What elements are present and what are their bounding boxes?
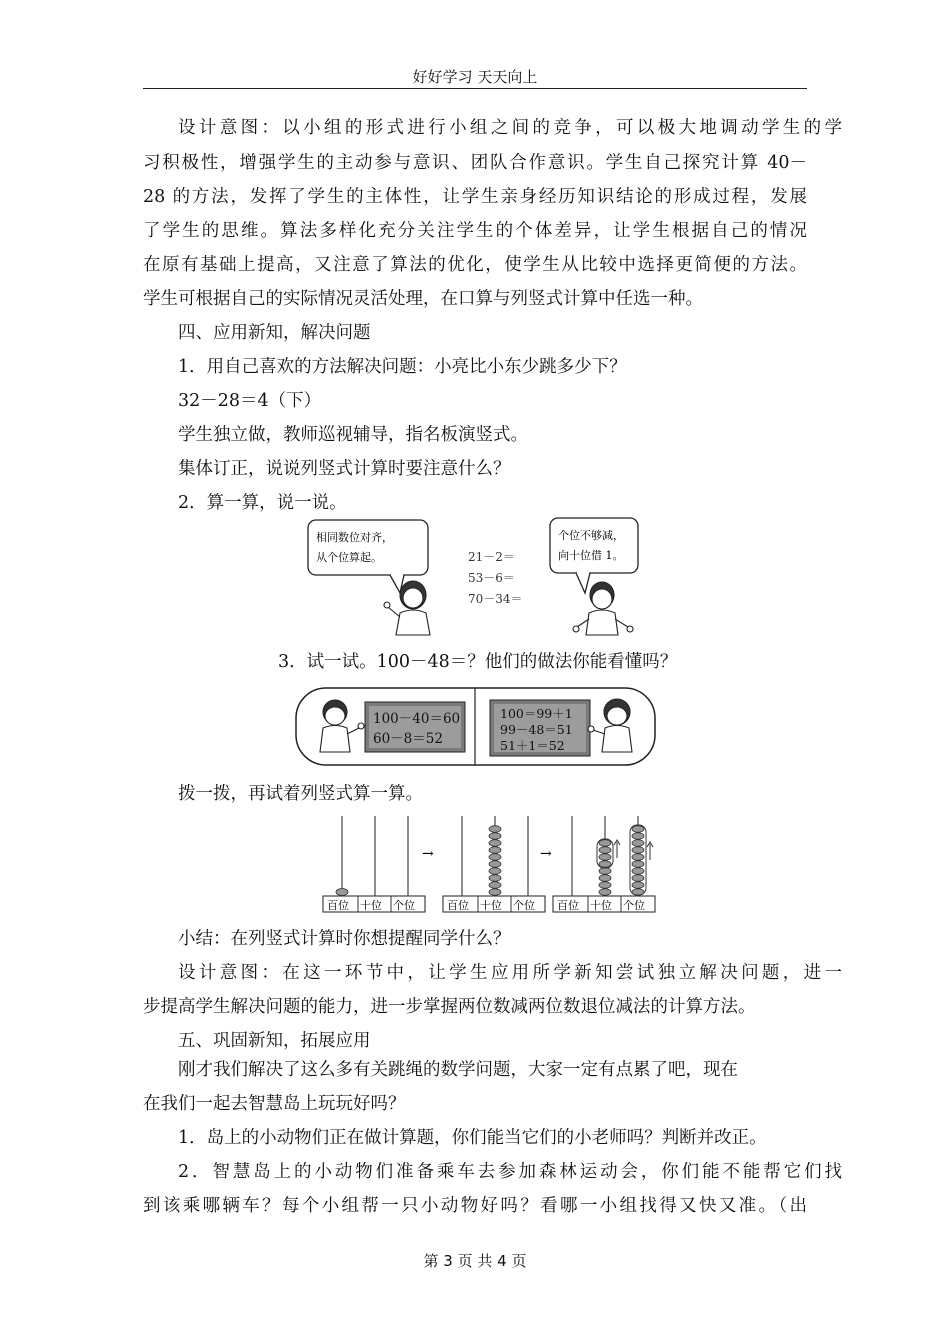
paragraph-line: 集体订正，说说列竖式计算时要注意什么？ [178,459,511,479]
section-5-heading: 五、巩固新知，拓展应用 [178,1031,371,1051]
question-1: 1．用自己喜欢的方法解决问题：小亮比小东少跳多少下？ [178,357,627,377]
equation-2: 53－6＝ [468,571,515,585]
abacus-3 [553,816,655,912]
bubble-left-line1: 相同数位对齐， [316,531,393,544]
board-right-line3: 51＋1＝52 [500,738,565,753]
design-intent-paragraph-2: 设计意图：在这一环节中，让学生应用所学新知尝试独立解决问题，进一 [178,963,842,983]
summary-line: 小结：在列竖式计算时你想提醒同学什么？ [178,929,511,949]
bubble-right-line1: 个位不够减， [558,529,624,542]
tens-beads [489,826,501,896]
section-4-heading: 四、应用新知，解决问题 [178,323,371,343]
figure-abacus-sequence [320,812,660,916]
bubble-left-line2: 从个位算起。 [316,551,382,564]
paragraph-line: 习积极性，增强学生的主动参与意识、团队合作意识。学生自己探究计算 40－ [143,153,807,173]
instruction-abacus: 拨一拨，再试着列竖式算一算。 [178,784,423,804]
board-right-line2: 99－48＝51 [500,722,573,737]
label-ones: 个位 [393,899,415,912]
header-divider [143,88,807,89]
paragraph-line: 学生独立做，教师巡视辅导，指名板演竖式。 [178,425,528,445]
paragraph-line: 步提高学生解决问题的能力，进一步掌握两位数减两位数退位减法的计算方法。 [143,997,756,1017]
board-right [490,700,590,756]
label-tens: 十位 [360,899,382,912]
equation-1: 21－2＝ [468,550,515,564]
label-ones: 个位 [513,899,535,912]
equation-list [468,550,523,606]
section-5-question-2: 2．智慧岛上的小动物们准备乘车去参加森林运动会，你们能不能帮它们找 [178,1162,842,1182]
label-hundreds: 百位 [327,899,349,912]
ones-beads [632,826,644,896]
figure-calc-illustration [300,515,660,640]
paragraph-line: 28 的方法，发挥了学生的主体性，让学生亲身经历知识结论的形成过程，发展 [143,187,807,207]
arrow-2: → [540,846,552,862]
board-right-line1: 100＝99＋1 [500,706,573,721]
arrow-1: → [422,846,434,862]
paragraph-line: 到该乘哪辆车？每个小组帮一只小动物好吗？看哪一小组找得又快又准。（出 [143,1196,807,1216]
design-intent-paragraph-1: 设计意图：以小组的形式进行小组之间的竞争，可以极大地调动学生的学 [178,118,842,138]
label-ones: 个位 [623,899,645,912]
section-5-question-1: 1．岛上的小动物们正在做计算题，你们能当它们的小老师吗？判断并改正。 [178,1128,767,1148]
question-3: 3．试一试。100－48＝？他们的做法你能看懂吗？ [278,652,678,672]
label-tens: 十位 [590,899,612,912]
board-left-line1: 100－40＝60 [373,711,461,727]
girl-figure-left [384,581,430,635]
abacus-1 [323,816,425,912]
page-header: 好好学习 天天向上 [412,68,538,86]
paragraph-line: 了学生的思维。算法多样化充分关注学生的个体差异，让学生根据自己的情况 [143,221,807,241]
boy-figure-right [573,582,633,635]
board-left [365,702,465,752]
equation-3: 70－34＝ [468,592,523,606]
page-number: 第 3 页 共 4 页 [423,1252,527,1270]
paragraph-line: 在我们一起去智慧岛上玩玩好吗？ [143,1094,406,1114]
paragraph-line: 学生可根据自己的实际情况灵活处理，在口算与列竖式计算中任选一种。 [143,289,703,309]
board-left-line2: 60－8＝52 [373,731,443,747]
figure-methods-illustration [295,686,657,768]
question-2: 2．算一算，说一说。 [178,493,347,513]
label-hundreds: 百位 [447,899,469,912]
paragraph-line: 刚才我们解决了这么多有关跳绳的数学问题，大家一定有点累了吧，现在 [178,1060,738,1080]
label-hundreds: 百位 [557,899,579,912]
bubble-right-line2: 向十位借 1。 [558,549,624,562]
label-tens: 十位 [480,899,502,912]
abacus-2 [443,816,545,912]
equation-answer: 32－28＝4（下） [178,391,322,411]
paragraph-line: 在原有基础上提高，又注意了算法的优化，使学生从比较中选择更简便的方法。 [143,255,807,275]
speech-bubble-right [550,518,638,593]
